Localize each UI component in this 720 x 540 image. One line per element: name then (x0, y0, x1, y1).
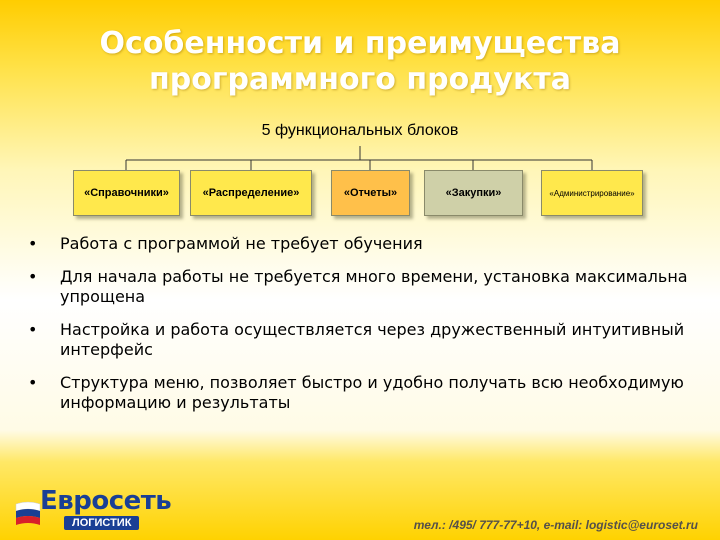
bullet-marker: • (28, 320, 38, 339)
block-otchety (331, 170, 410, 216)
block-label: «Отчеты» (343, 187, 398, 199)
block-label: «Закупки» (445, 187, 502, 199)
russian-flag-icon (14, 500, 42, 530)
bullet-list (28, 234, 688, 426)
contact-info: тел.: /495/ 777-77+10, e-mail: logistic@euroset.ru (413, 518, 698, 532)
bullet-item (28, 320, 688, 360)
bullet-item (28, 373, 688, 413)
bullet-marker: • (28, 267, 38, 286)
slide-title (0, 26, 720, 98)
title-line-2: программного продукта (149, 62, 571, 97)
block-raspredelenie (190, 170, 312, 216)
euroset-logistic-logo (14, 482, 174, 532)
diagram-root-label: 5 функциональных блоков (261, 122, 459, 139)
bullet-text: Для начала работы не требуется много времени, установка максимальна упрощена (60, 267, 688, 306)
block-administrirovanie (541, 170, 643, 216)
bullet-item (28, 267, 688, 307)
logo-subtitle: ЛОГИСТИК (64, 516, 139, 530)
bullet-marker: • (28, 373, 38, 392)
bullet-text: Структура меню, позволяет быстро и удобно получать всю необходимую информацию и результаты (60, 373, 684, 412)
bullet-text: Настройка и работа осуществляется через дружественный интуитивный интерфейс (60, 320, 685, 359)
block-label: «Администрирование» (549, 188, 635, 198)
block-zakupki (424, 170, 523, 216)
block-label: «Распределение» (202, 187, 300, 199)
bullet-item (28, 234, 688, 254)
bullet-marker: • (28, 234, 38, 253)
title-line-1: Особенности и преимущества (99, 26, 621, 61)
bullet-text: Работа с программой не требует обучения (60, 234, 423, 253)
logo-wordmark: Евросеть (40, 486, 172, 516)
block-spravochniki (73, 170, 180, 216)
block-label: «Справочники» (84, 187, 169, 199)
